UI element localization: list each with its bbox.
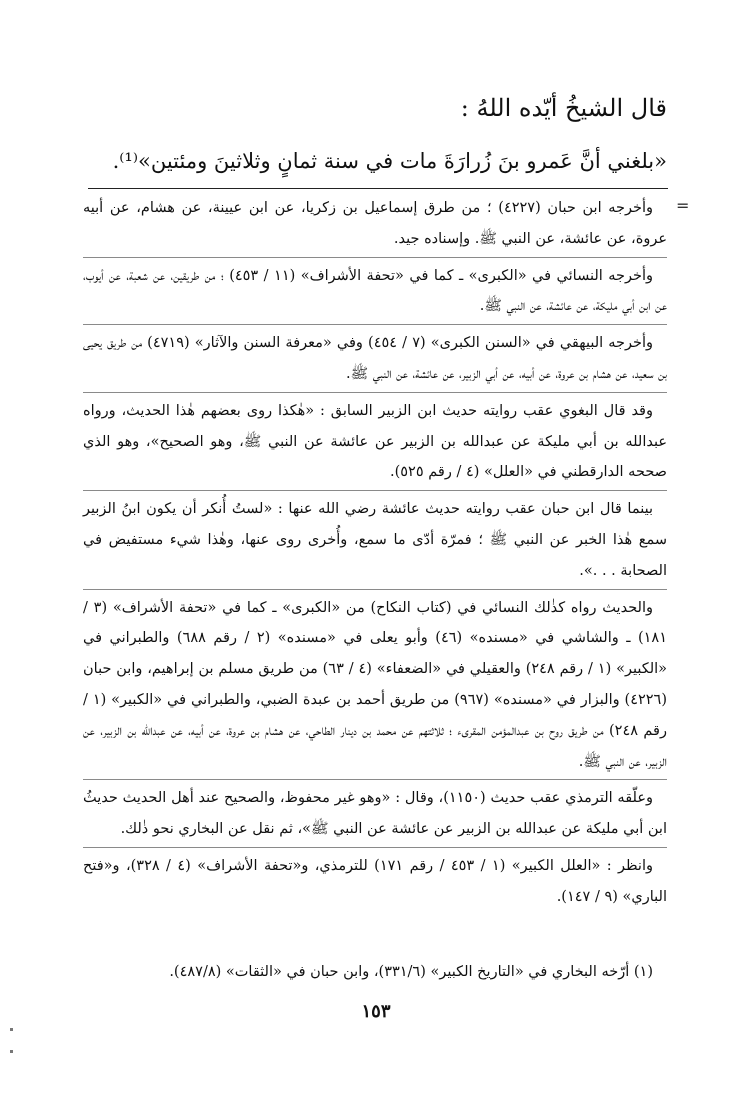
paragraph: وانظر : «العلل الكبير» (١ / ٤٥٣ / رقم ١٧١) للترمذي، و«تحفة الأشراف» (٤ / ٣٢٨)، و«فتح الباري» (٩ / ١٤٧). [83,857,667,905]
margin-dot [10,1050,13,1053]
paragraph-divider [83,392,667,393]
paragraph: والحديث رواه كذٰلك النسائي في (كتاب النكاح) من «الكبرى» ـ كما في «تحفة الأشراف» (٣ / ١٨١) ـ والشاشي في «مسنده» (٤٦) وأبو يعلى في «مسنده» (٢ / رقم ٦٨٨) والطبراني في «الكبير» (١ / رقم ٢٤٨) والعقيلي في «الضعفاء» (٤ / ٦٣) من طريق مسلم بن إبراهيم، وابن حبان (٤٢٢٦) والبزار في «مسنده» (٩٦٧) من طريق أحمد بن عبدة الضبي، والطبراني في «الكبير» (١ / رقم ٢٤٨) من طريق روح بن عبدالمؤمن المقرىء ؛ ثلاثتهم عن محمد بن دينار الطاحي، عن هشام بن عروة، عن أبيه، عن عبدالله بن الزبير، عن الزبير، عن النبي ﷺ. [83,599,668,770]
paragraph: وأخرجه البيهقي في «السنن الكبرى» (٧ / ٤٥٤) وفي «معرفة السنن والآثار» (٤٧١٩) من طريق يحيى بن سعيد، عن هشام بن عروة، عن أبيه، عن أبي الزبير، عن عائشة، عن النبي ﷺ. [83,335,667,382]
main-text-separator [88,188,668,189]
page-number: ١٥٣ [361,1001,391,1022]
footnote: (١) أرّخه البخاري في «التاريخ الكبير» (٣٣١/٦)، وابن حبان في «الثقات» (٤٨٧/٨). [169,964,653,980]
main-quote: «بلغني أنَّ عَمرو بنَ زُرارَةَ مات في سنة ثمانٍ وثلاثينَ ومئتين»⁽¹⁾. [112,149,667,173]
paragraph-divider [83,324,667,325]
paragraph-divider [83,589,667,590]
section-heading: قال الشيخُ أيّده اللهُ : [460,94,667,122]
margin-dot [10,1028,13,1031]
footnote-continuation [83,193,667,913]
paragraph: بينما قال ابن حبان عقب روايته حديث عائشة رضي الله عنها : «لستُ أُنكر أن يكون ابنُ الزبير سمع هٰذا الخبر عن النبي ﷺ ؛ فمرّة أدّى ما سمع، وأُخرى روى عنها، وهٰذا شيء مستفيض في الصحابة . . .». [83,501,667,579]
paragraph-divider [83,779,667,780]
paragraph: وأخرجه النسائي في «الكبرى» ـ كما في «تحفة الأشراف» (١١ / ٤٥٣) ؛ من طريقين، عن شعبة، عن أيوب، عن ابن أبي مليكة، عن عائشة، عن النبي ﷺ. [83,267,667,315]
continuation-mark: = [676,196,690,215]
paragraph-divider [83,257,667,258]
paragraph: وعلّقه الترمذي عقب حديث (١١٥٠)، وقال : «وهو غير محفوظ، والصحيح عند أهل الحديث حديثُ ابن أبي مليكة عن عبدالله بن الزبير عن عائشة عن النبي ﷺ»، ثم نقل عن البخاري نحو ذٰلك. [83,790,667,838]
paragraph-divider [83,847,667,848]
paragraph-divider [83,490,667,491]
paragraph: وقد قال البغوي عقب روايته حديث ابن الزبير السابق : «هٰكذا روى بعضهم هٰذا الحديث، ورواه عبدالله بن أبي مليكة عن عبدالله بن الزبير عن عائشة عن النبي ﷺ، وهو الصحيح»، وهو الذي صححه الدارقطني في «العلل» (٤ / رقم ٥٢٥). [83,402,667,481]
paragraph: وأخرجه ابن حبان (٤٢٢٧) ؛ من طرق إسماعيل بن زكريا، عن ابن عيينة، عن هشام، عن أبيه عروة، عن عائشة، عن النبي ﷺ. وإسناده جيد. [83,200,667,247]
